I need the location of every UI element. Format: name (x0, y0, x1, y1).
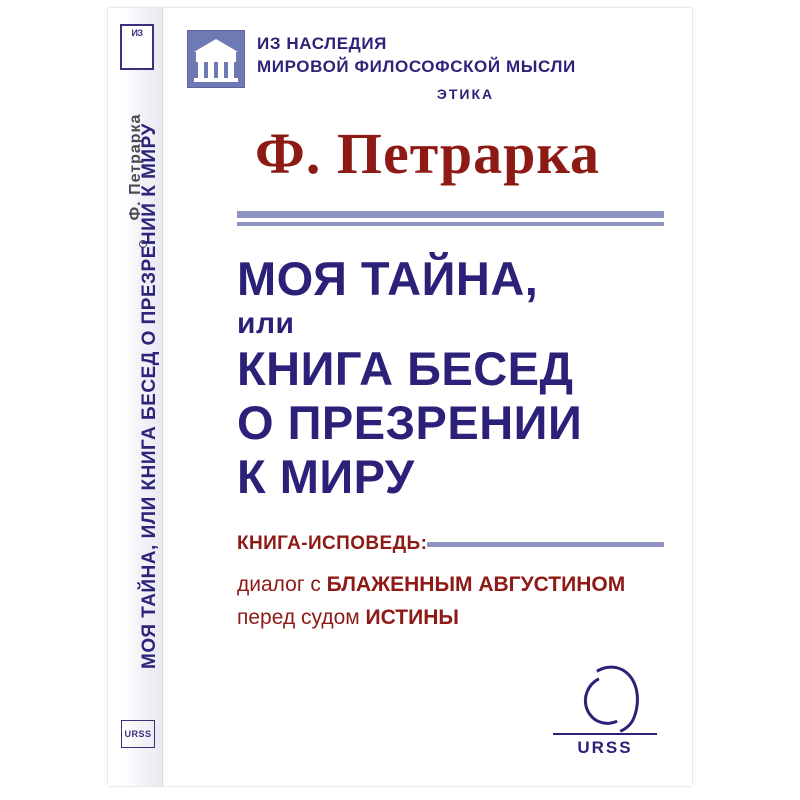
subtitle-line-1-bold: БЛАЖЕННЫМ АВГУСТИНОМ (326, 573, 626, 596)
series-subject: ЭТИКА (436, 86, 495, 102)
series-line-1: ИЗ НАСЛЕДИЯ (257, 34, 387, 53)
publisher-name: URSS (577, 738, 633, 757)
spine-title: МОЯ ТАЙНА, ИЛИ КНИГА БЕСЕД О ПРЕЗРЕНИИ К МИРУ (139, 123, 160, 669)
rule-thin (237, 222, 664, 226)
subtitle-rule (427, 542, 664, 547)
book-cover (108, 8, 692, 786)
title-line-3: КНИГА БЕСЕД (237, 342, 574, 395)
urss-logo-icon (576, 665, 634, 729)
book-spine (108, 8, 163, 786)
subtitle-line-2-prefix: перед судом (237, 606, 366, 629)
title-line-1: МОЯ ТАЙНА, (237, 252, 539, 305)
cover-title-block (237, 252, 672, 504)
series-header (187, 30, 674, 106)
series-line-2: МИРОВОЙ ФИЛОСОФСКОЙ МЫСЛИ (257, 57, 576, 76)
subtitle-line-1 (237, 573, 625, 597)
spine-series-logo: ИЗ (120, 24, 154, 70)
rule-thick (237, 211, 664, 218)
title-line-5: К МИРУ (237, 450, 415, 503)
subtitle-line-2 (237, 606, 459, 630)
spine-author: Ф. Петрарка (127, 113, 144, 221)
subtitle-label: КНИГА-ИСПОВЕДЬ: (237, 533, 428, 554)
front-cover (163, 8, 692, 786)
temple-icon (187, 30, 245, 88)
subtitle-line-2-bold: ИСТИНЫ (365, 606, 459, 629)
title-line-2: или (237, 307, 295, 340)
publisher-block (550, 665, 660, 758)
cover-author: Ф. Петрарка (255, 121, 600, 186)
subtitle-line-1-prefix: диалог с (237, 573, 327, 596)
title-line-4: О ПРЕЗРЕНИИ (237, 396, 583, 449)
spine-publisher: URSS (121, 720, 155, 748)
